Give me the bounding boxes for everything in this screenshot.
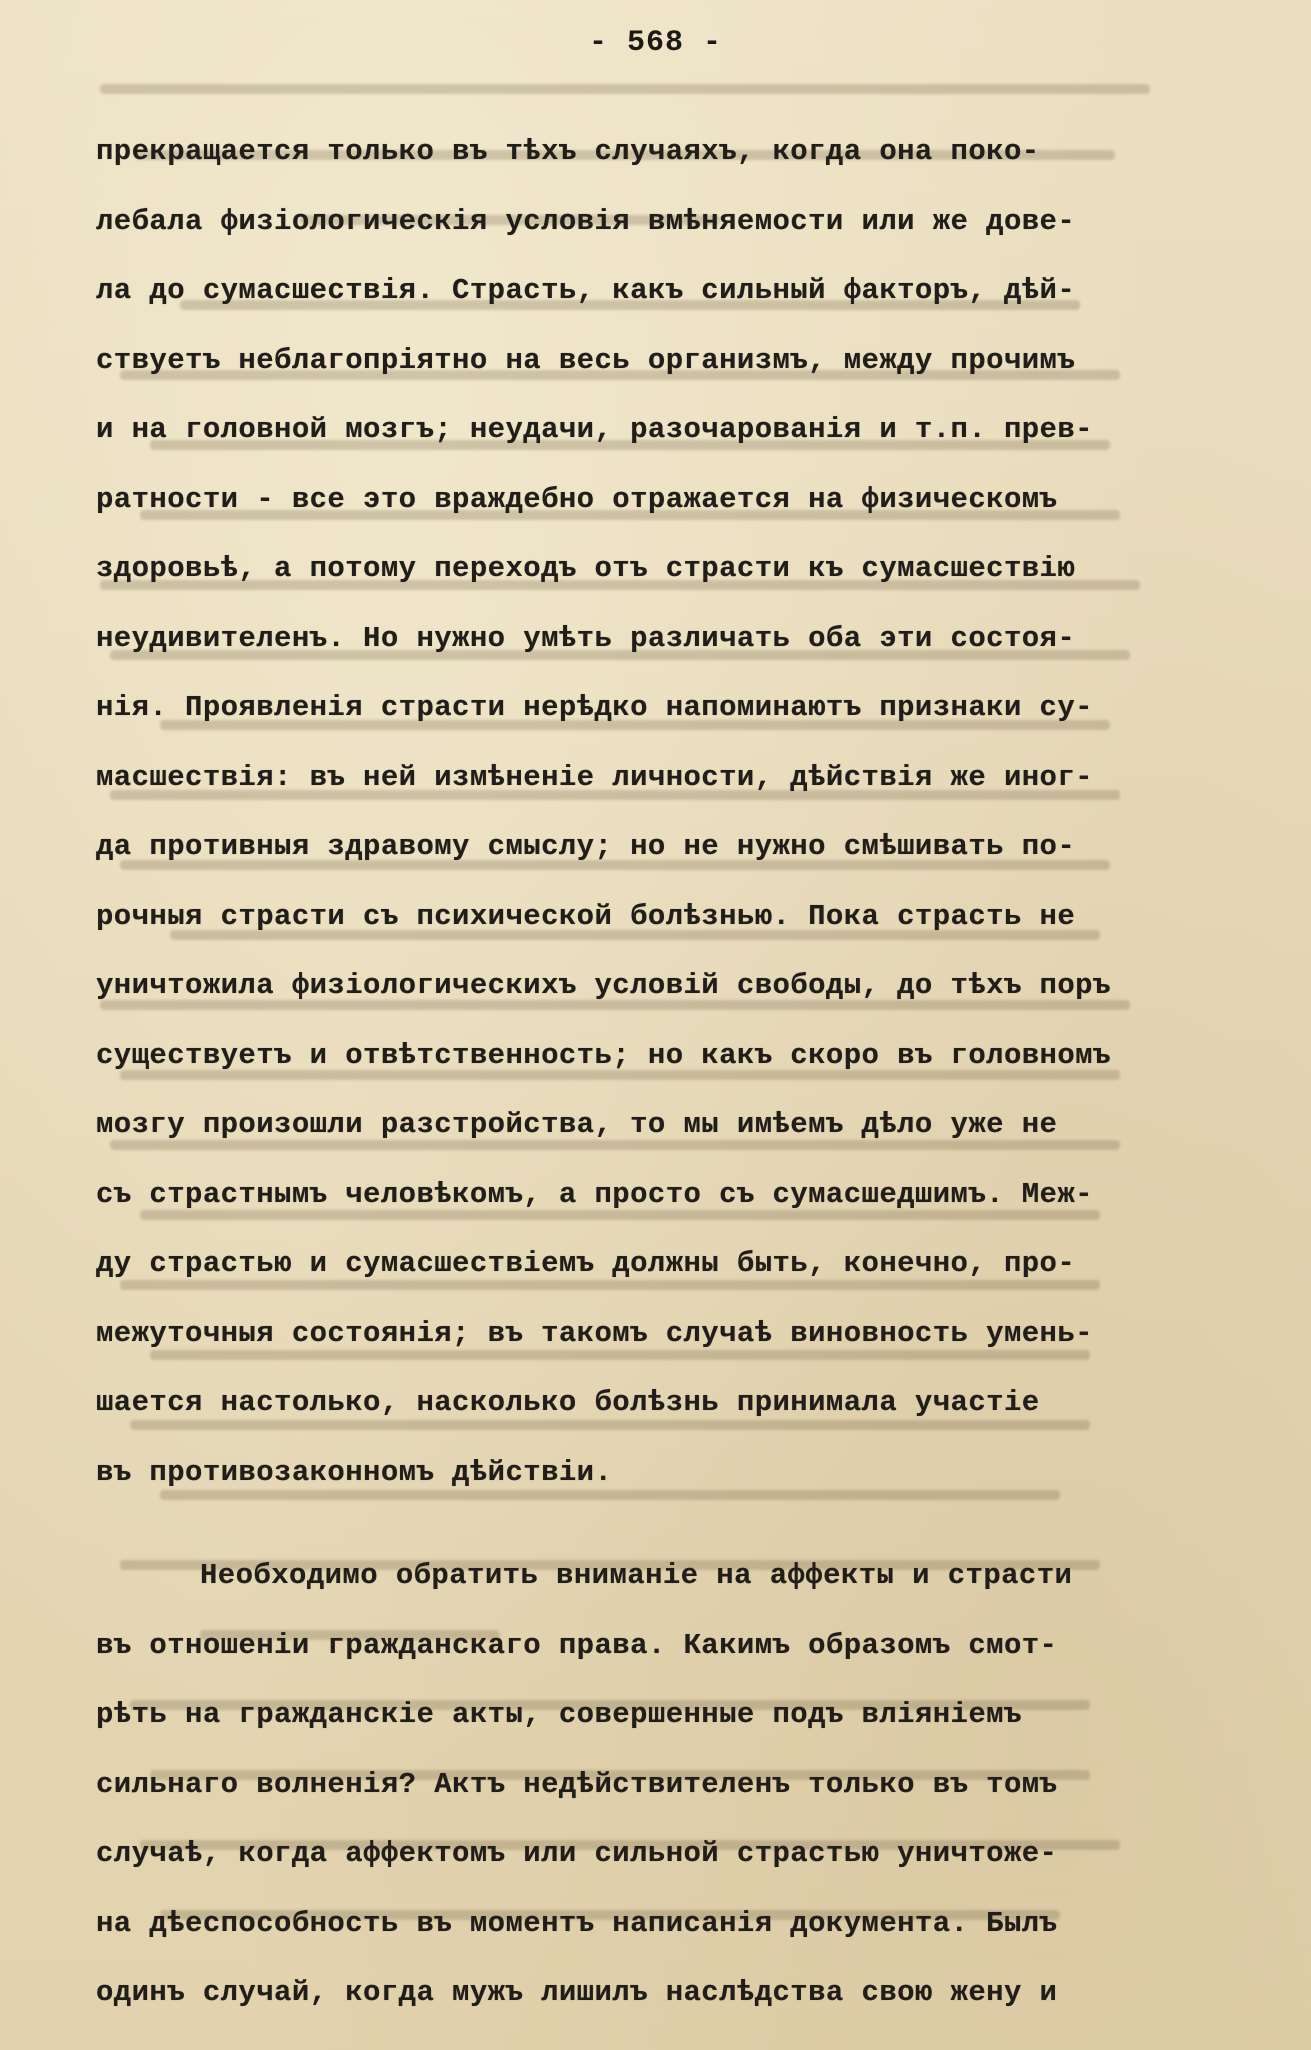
text-line: прекращается только въ тѣхъ случаяхъ, когда она поко- bbox=[96, 135, 1040, 168]
text-line: случаѣ, когда аффектомъ или сильной страстью уничтоже- bbox=[96, 1837, 1058, 1870]
text-line: Необходимо обратить вниманiе на аффекты и страсти bbox=[200, 1559, 1073, 1592]
text-line: существуетъ и отвѣтственность; но какъ скоро въ головномъ bbox=[96, 1038, 1111, 1072]
paragraph bbox=[96, 1554, 1256, 2041]
text-line: и на головной мозгъ; неудачи, разочарованiя и т.п. прев- bbox=[96, 413, 1093, 446]
text-line: мозгу произошли разстройства, то мы имѣемъ дѣло уже не bbox=[96, 1108, 1058, 1141]
text-line: рѣть на гражданскiе акты, совершенные подъ влiянiемъ bbox=[96, 1698, 1022, 1731]
text-line: ла до сумасшествiя. Страсть, какъ сильный факторъ, дѣй- bbox=[96, 274, 1076, 307]
text-line: сильнаго волненiя? Актъ недѣйствителенъ только въ томъ bbox=[96, 1767, 1058, 1801]
text-line: ратности - все это враждебно отражается на физическомъ bbox=[96, 482, 1058, 516]
text-line: одинъ случай, когда мужъ лишилъ наслѣдства свою жену и bbox=[96, 1976, 1058, 2009]
text-line: въ противозаконномъ дѣйствiи. bbox=[96, 1455, 613, 1489]
page-number: - 568 - bbox=[588, 26, 723, 60]
text-line: шается настолько, насколько болѣзнь принимала участiе bbox=[96, 1386, 1040, 1419]
text-line: лебала физiологическiя условiя вмѣняемости или же дове- bbox=[96, 204, 1076, 238]
paragraph-spacer bbox=[96, 1520, 1256, 1554]
text-line: масшествiя: въ ней измѣненiе личности, дѣйствiя же иног- bbox=[96, 760, 1093, 794]
paragraph bbox=[96, 130, 1256, 1520]
text-line: неудивителенъ. Но нужно умѣть различать оба эти состоя- bbox=[96, 621, 1076, 655]
text-line: нiя. Проявленiя страсти нерѣдко напоминаютъ признаки су- bbox=[96, 691, 1093, 724]
text-line: на дѣеспособность въ моментъ написанiя документа. Былъ bbox=[96, 1906, 1058, 1940]
text-line: въ отношенiи гражданскаго права. Какимъ образомъ смот- bbox=[96, 1628, 1058, 1662]
text-line: межуточныя состоянiя; въ такомъ случаѣ виновность умень- bbox=[96, 1316, 1093, 1350]
text-line: здоровьѣ, а потому переходъ отъ страсти къ сумасшествiю bbox=[96, 552, 1076, 585]
text-line: да противныя здравому смыслу; но не нужно смѣшивать по- bbox=[96, 830, 1076, 863]
text-line: съ страстнымъ человѣкомъ, а просто съ сумасшедшимъ. Меж- bbox=[96, 1177, 1093, 1211]
text-line: рочныя страсти съ психической болѣзнью. Пока страсть не bbox=[96, 899, 1076, 933]
text-line: ствуетъ неблагопрiятно на весь организмъ, между прочимъ bbox=[96, 343, 1076, 377]
body-text bbox=[96, 130, 1256, 2041]
text-line: уничтожила физiологическихъ условiй свободы, до тѣхъ поръ bbox=[96, 969, 1111, 1002]
text-line: ду страстью и сумасшествiемъ должны быть, конечно, про- bbox=[96, 1247, 1076, 1280]
